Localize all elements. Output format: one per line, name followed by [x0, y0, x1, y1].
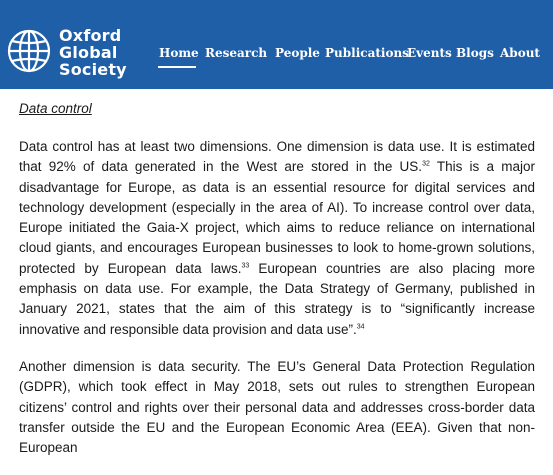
paragraph-data-use — [19, 137, 535, 340]
logo-line-1: Oxford — [59, 26, 122, 45]
nav-people[interactable]: People — [275, 46, 320, 60]
section-title: Data control — [19, 101, 92, 116]
nav-publications[interactable]: Publications — [325, 46, 409, 60]
paragraph-text: European countries are also placing more emphasis on data use. For example, the Data Strategy of Germany, published in January 2021, states that the aim of this strategy is to “significantly increase innovative and responsible data provision and data use”. — [19, 260, 535, 337]
footnote-ref[interactable]: 32 — [422, 160, 430, 168]
site-header — [0, 0, 553, 89]
nav-research[interactable]: Research — [205, 46, 268, 60]
logo-line-3: Society — [59, 60, 127, 79]
paragraph-text: This is a major disadvantage for Europe, as data is an essential resource for digital services and technology development (especially in the area of AI). To increase control over data, Europe initiated the Gaia-X project, which aims to reduce reliance on international cloud giants, and encourages European businesses to look to home-grown solutions, protected by European data laws. — [19, 159, 535, 276]
nav-active-indicator — [158, 66, 196, 68]
nav-home[interactable]: Home — [159, 46, 199, 60]
site-logo-text[interactable] — [59, 27, 149, 78]
nav-about[interactable]: About — [500, 46, 540, 60]
nav-blogs[interactable]: Blogs — [456, 46, 494, 60]
nav-events[interactable]: Events — [407, 46, 452, 60]
globe-icon[interactable] — [6, 28, 52, 74]
paragraph-data-security: Another dimension is data security. The EU’s General Data Protection Regulation (GDPR), which took effect in May 2018, sets out rules to strengthen European citizens’ control and rights over their personal data and addresses cross-border data transfer outside the EU and the European Economic Area (EEA). Given that non-European — [19, 358, 535, 456]
article-body — [19, 101, 535, 475]
paragraph-text: Data control has at least two dimensions. One dimension is data use. It is estimated that 92% of data generated in the West are stored in the US. — [19, 139, 535, 175]
logo-line-2: Global — [59, 43, 118, 62]
footnote-ref[interactable]: 34 — [356, 323, 365, 331]
footnote-ref[interactable]: 33 — [241, 262, 250, 270]
